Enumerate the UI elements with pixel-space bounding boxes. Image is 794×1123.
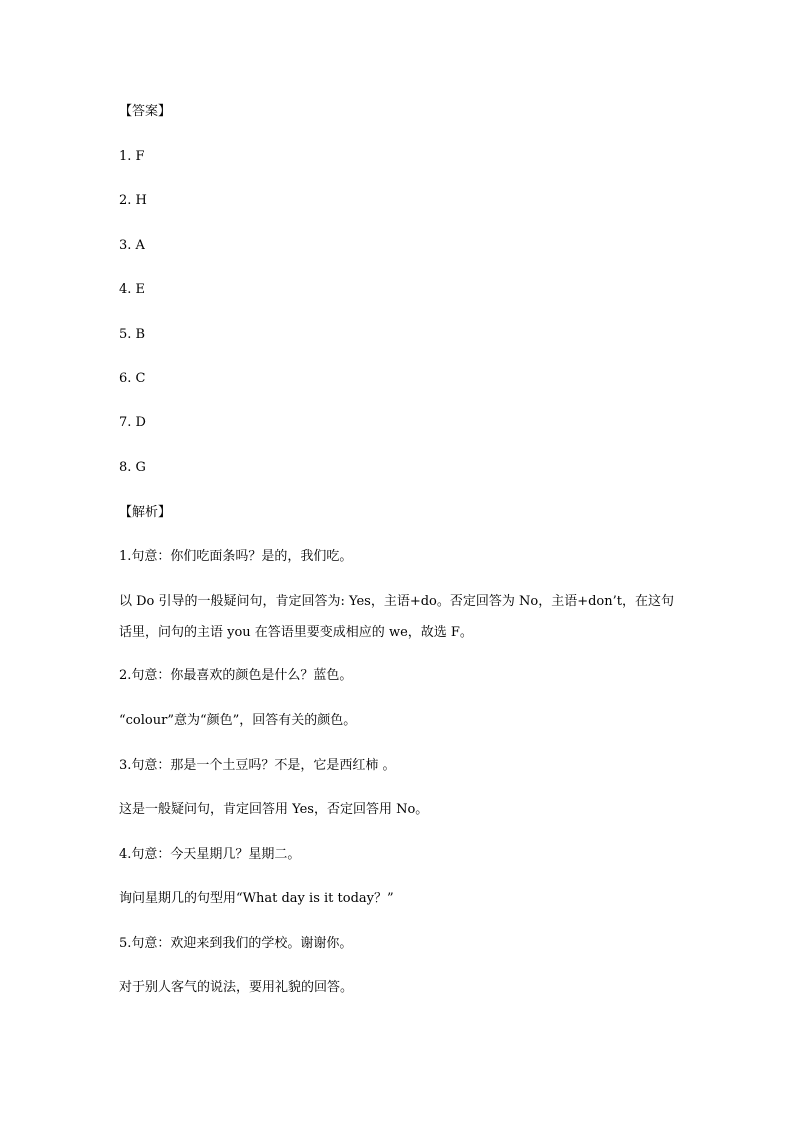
analysis-paragraph: 4.句意：今天星期几？星期二。 bbox=[119, 847, 301, 862]
answer-item: 7. D bbox=[119, 415, 146, 430]
answer-item: 8. G bbox=[119, 460, 146, 475]
analysis-paragraph: 以 Do 引导的一般疑问句，肯定回答为: Yes，主语+do。否定回答为 No，主语+don’t，在这句话里，问句的主语 you 在答语里要变成相应的 we，故选 F。 bbox=[119, 594, 674, 640]
answer-heading: 【答案】 bbox=[119, 104, 172, 119]
analysis-paragraph: 对于别人客气的说法，要用礼貌的回答。 bbox=[119, 980, 354, 995]
analysis-paragraph: 1.句意：你们吃面条吗？是的，我们吃。 bbox=[119, 549, 353, 564]
analysis-heading: 【解析】 bbox=[119, 505, 172, 520]
answer-item: 4. E bbox=[119, 282, 146, 297]
answer-item: 3. A bbox=[119, 238, 145, 253]
answer-item: 5. B bbox=[119, 327, 146, 342]
answer-item: 6. C bbox=[119, 371, 146, 386]
answer-item: 1. F bbox=[119, 149, 145, 164]
analysis-paragraph: 这是一般疑问句，肯定回答用 Yes，否定回答用 No。 bbox=[119, 802, 429, 817]
analysis-paragraph: 3.句意：那是一个土豆吗？不是，它是西红柿 。 bbox=[119, 758, 396, 773]
analysis-paragraph: “colour”意为“颜色”，回答有关的颜色。 bbox=[119, 713, 357, 728]
analysis-paragraph: 询问星期几的句型用“What day is it today？” bbox=[119, 891, 394, 906]
answer-item: 2. H bbox=[119, 193, 147, 208]
analysis-paragraph: 5.句意：欢迎来到我们的学校。谢谢你。 bbox=[119, 936, 353, 951]
analysis-paragraph: 2.句意：你最喜欢的颜色是什么？蓝色。 bbox=[119, 668, 353, 683]
